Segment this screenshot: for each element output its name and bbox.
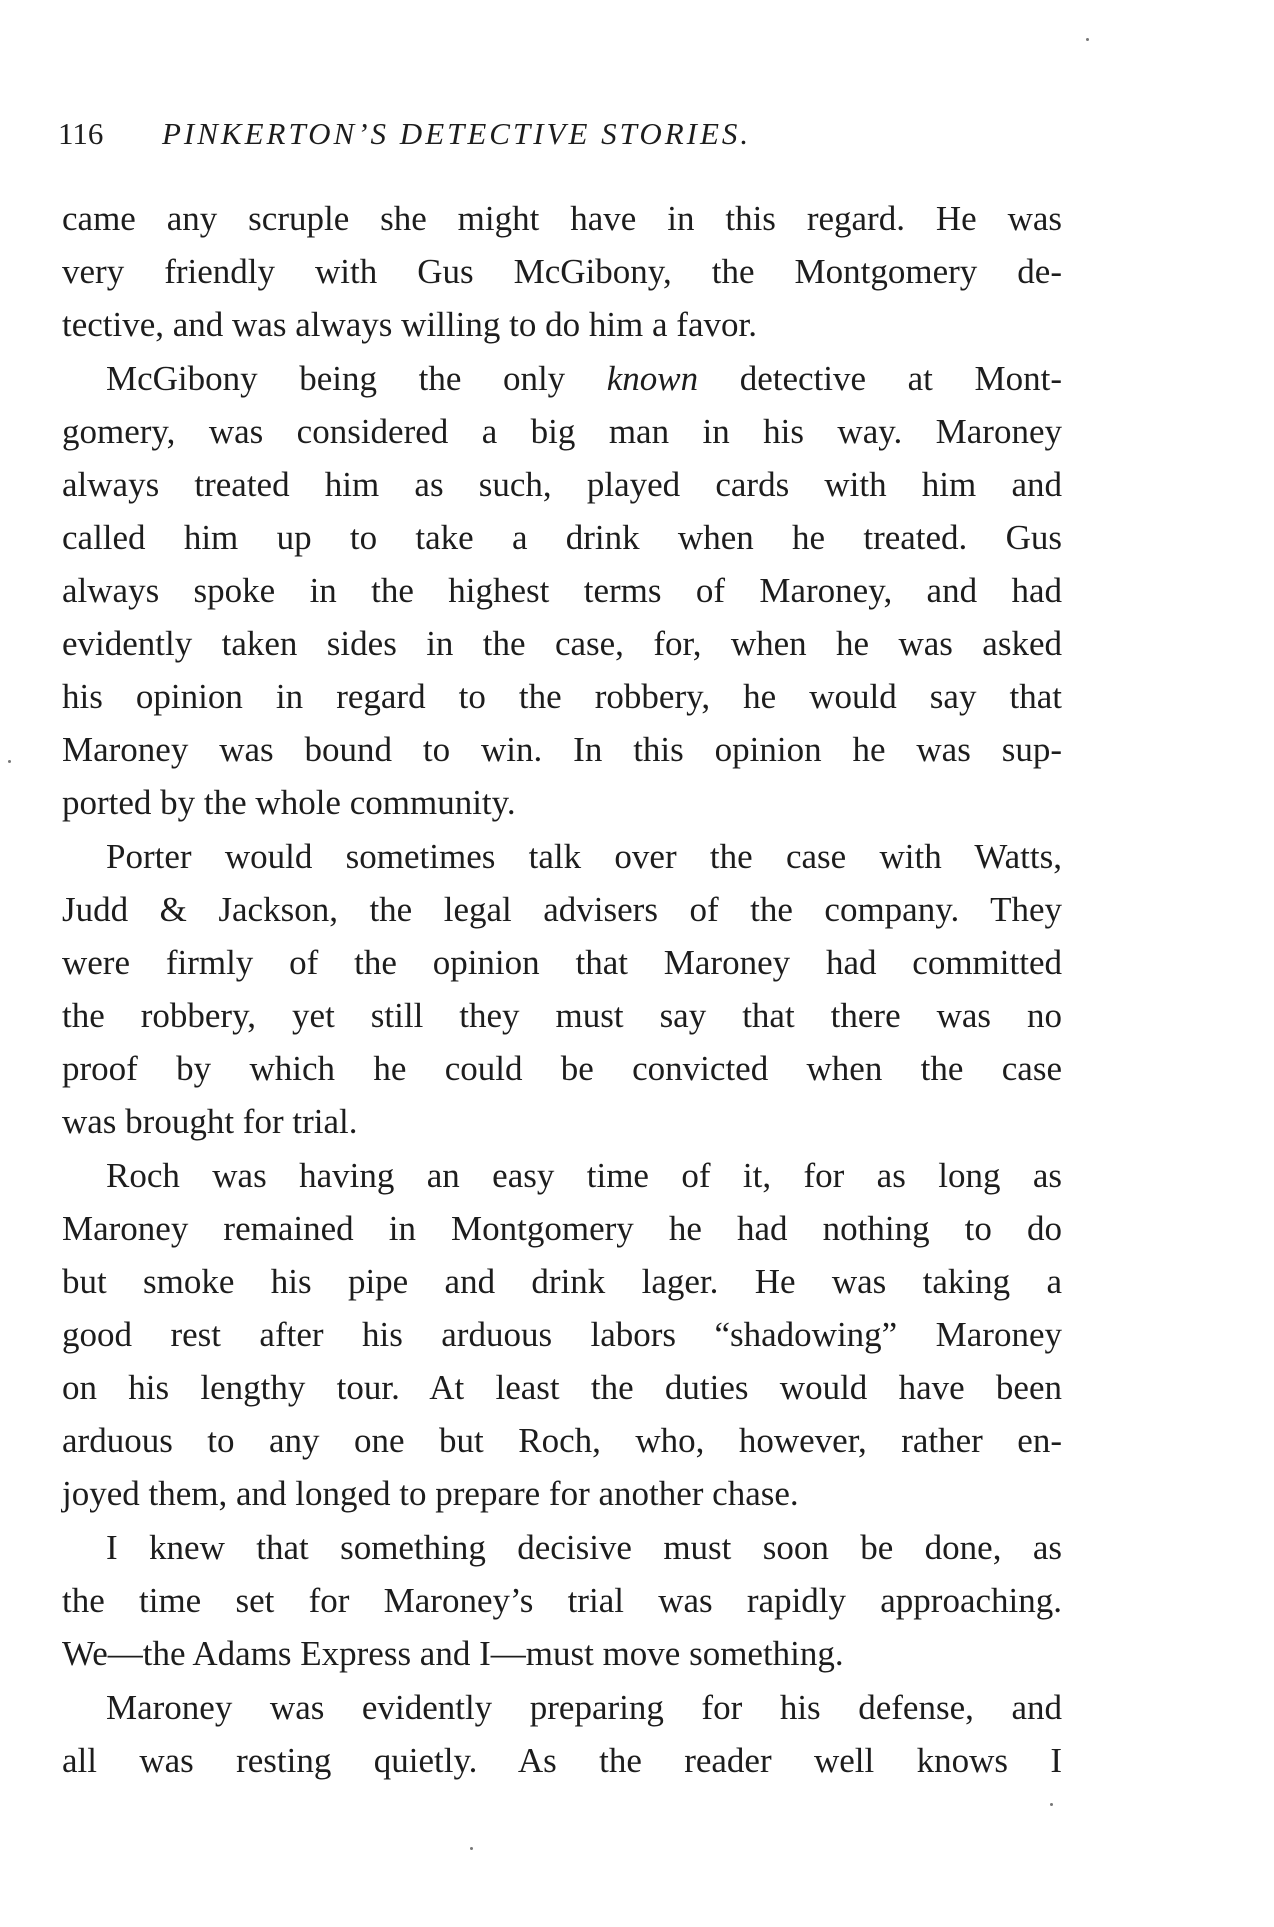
text-line: arduous to any one but Roch, who, however, rather en- xyxy=(62,1421,1062,1460)
text-line: proof by which he could be convicted when the case xyxy=(62,1049,1062,1088)
text-segment: detective at Mont- xyxy=(739,359,1062,398)
text-line: the robbery, yet still they must say that there was no xyxy=(62,996,1062,1035)
text-line: all was resting quietly. As the reader well knows I xyxy=(62,1741,1062,1780)
paper-speck xyxy=(1086,38,1089,41)
text-line: came any scruple she might have in this regard. He was xyxy=(62,199,1062,238)
paper-speck xyxy=(8,760,11,763)
text-line: were firmly of the opinion that Maroney had committed xyxy=(62,943,1062,982)
text-line: Porter would sometimes talk over the case with Watts, xyxy=(106,837,1062,876)
text-line xyxy=(62,352,1062,405)
text-line: his opinion in regard to the robbery, he would say that xyxy=(62,677,1062,716)
text-line: Judd & Jackson, the legal advisers of the company. They xyxy=(62,890,1062,929)
text-line: We—the Adams Express and I—must move something. xyxy=(62,1634,844,1673)
text-segment: McGibony being the only xyxy=(106,359,566,398)
text-line: on his lengthy tour. At least the duties would have been xyxy=(62,1368,1062,1407)
text-line: called him up to take a drink when he treated. Gus xyxy=(62,518,1062,557)
text-line: gomery, was considered a big man in his way. Maroney xyxy=(62,412,1062,451)
paper-speck xyxy=(470,1847,473,1850)
text-line: Maroney remained in Montgomery he had nothing to do xyxy=(62,1209,1062,1248)
running-title: PINKERTON’S DETECTIVE STORIES. xyxy=(162,116,752,151)
running-head xyxy=(58,112,1058,156)
page-number: 116 xyxy=(58,116,104,151)
text-line: very friendly with Gus McGibony, the Montgomery de- xyxy=(62,252,1062,291)
text-line: good rest after his arduous labors “shadowing” Maroney xyxy=(62,1315,1062,1354)
text-line: joyed them, and longed to prepare for another chase. xyxy=(62,1474,799,1513)
text-line: ported by the whole community. xyxy=(62,783,516,822)
text-line: I knew that something decisive must soon be done, as xyxy=(106,1528,1062,1567)
text-line: Maroney was evidently preparing for his defense, and xyxy=(106,1688,1062,1727)
emphasis-word: known xyxy=(606,359,699,398)
paper-speck xyxy=(1050,1803,1053,1806)
body-text xyxy=(62,192,1062,1787)
text-line: the time set for Maroney’s trial was rapidly approaching. xyxy=(62,1581,1062,1620)
text-line: was brought for trial. xyxy=(62,1102,358,1141)
text-line: tective, and was always willing to do him a favor. xyxy=(62,305,757,344)
text-line: but smoke his pipe and drink lager. He was taking a xyxy=(62,1262,1062,1301)
text-line: Roch was having an easy time of it, for as long as xyxy=(106,1156,1062,1195)
text-line: Maroney was bound to win. In this opinion he was sup- xyxy=(62,730,1062,769)
text-line: always treated him as such, played cards with him and xyxy=(62,465,1062,504)
text-line: evidently taken sides in the case, for, when he was asked xyxy=(62,624,1062,663)
text-line: always spoke in the highest terms of Maroney, and had xyxy=(62,571,1062,610)
